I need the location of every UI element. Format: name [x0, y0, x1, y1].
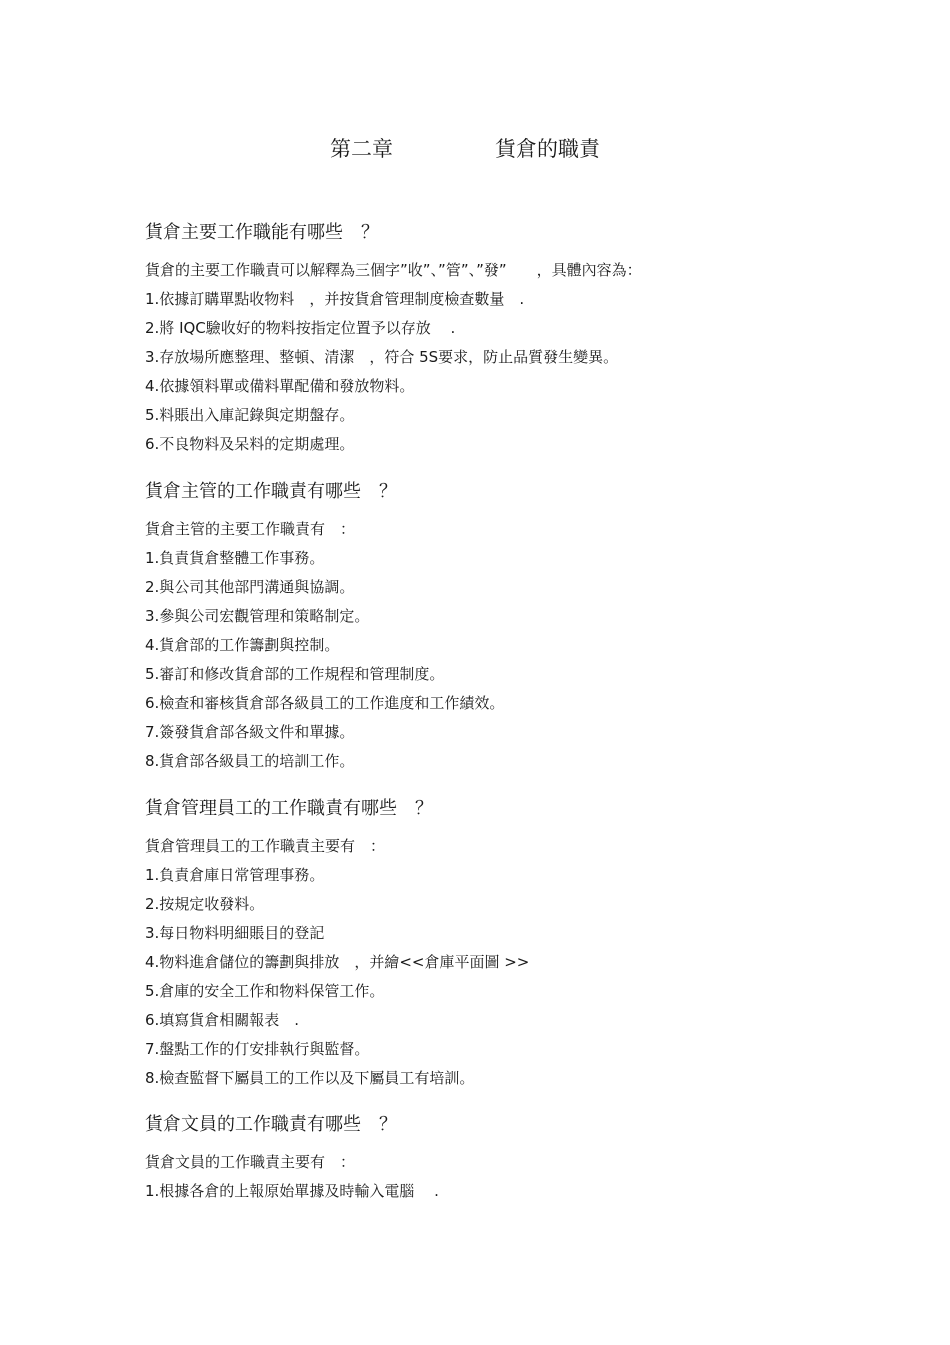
- section-intro: 貨倉的主要工作職責可以解釋為三個字”收”、”管”、”發” ，具體內容為：: [145, 261, 642, 279]
- list-item: 7.簽發貨倉部各級文件和單據。: [145, 723, 355, 741]
- section-clerk-duties: [145, 1112, 825, 1206]
- chapter-name: 貨倉的職責: [495, 137, 600, 161]
- list-item: 8.貨倉部各級員工的培訓工作。: [145, 752, 355, 770]
- list-item: 5.倉庫的安全工作和物料保管工作。: [145, 982, 385, 1000]
- list-item: 4.依據領料單或備料單配備和發放物料。: [145, 377, 415, 395]
- chapter-title: [0, 134, 950, 164]
- list-item: 4.貨倉部的工作籌劃與控制。: [145, 636, 340, 654]
- list-item: 1.負責倉庫日常管理事務。: [145, 866, 325, 884]
- list-item: 2.將 IQC驗收好的物料按指定位置予以存放 .: [145, 319, 456, 337]
- list-item: 6.不良物料及呆料的定期處理。: [145, 435, 355, 453]
- section-intro: 貨倉管理員工的工作職責主要有 ：: [145, 837, 386, 855]
- list-item: 3.每日物料明細賬目的登記: [145, 924, 325, 942]
- section-main-functions: [145, 220, 825, 459]
- section-intro: 貨倉主管的主要工作職責有 ：: [145, 520, 356, 538]
- section-heading: 貨倉文員的工作職責有哪些 ？: [145, 1114, 397, 1135]
- list-item: 3.存放場所應整理、整頓、清潔 ，符合 5S要求，防止品質發生變異。: [145, 348, 619, 366]
- list-item: 7.盤點工作的仃安排執行與監督。: [145, 1040, 370, 1058]
- section-staff-duties: [145, 796, 825, 1093]
- section-supervisor-duties: [145, 479, 825, 776]
- list-item: 1.根據各倉的上報原始單據及時輸入電腦 .: [145, 1182, 439, 1200]
- list-item: 3.參與公司宏觀管理和策略制定。: [145, 607, 370, 625]
- list-item: 2.與公司其他部門溝通與協調。: [145, 578, 355, 596]
- section-heading: 貨倉管理員工的工作職責有哪些 ？: [145, 798, 433, 819]
- list-item: 2.按規定收發料。: [145, 895, 265, 913]
- list-item: 4.物料進倉儲位的籌劃與排放 ，并繪<<倉庫平面圖 >>: [145, 953, 530, 971]
- section-heading: 貨倉主管的工作職責有哪些 ？: [145, 481, 397, 502]
- list-item: 1.依據訂購單點收物料 ，并按貨倉管理制度檢查數量 .: [145, 290, 525, 308]
- list-item: 6.填寫貨倉相關報表 .: [145, 1011, 300, 1029]
- list-item: 1.負責貨倉整體工作事務。: [145, 549, 325, 567]
- list-item: 8.檢查監督下屬員工的工作以及下屬員工有培訓。: [145, 1069, 475, 1087]
- list-item: 5.審訂和修改貨倉部的工作規程和管理制度。: [145, 665, 445, 683]
- chapter-number: 第二章: [330, 137, 393, 161]
- section-intro: 貨倉文員的工作職責主要有 ：: [145, 1153, 356, 1171]
- list-item: 5.料賬出入庫記錄與定期盤存。: [145, 406, 355, 424]
- list-item: 6.檢查和審核貨倉部各級員工的工作進度和工作績效。: [145, 694, 505, 712]
- section-heading: 貨倉主要工作職能有哪些 ？: [145, 222, 379, 243]
